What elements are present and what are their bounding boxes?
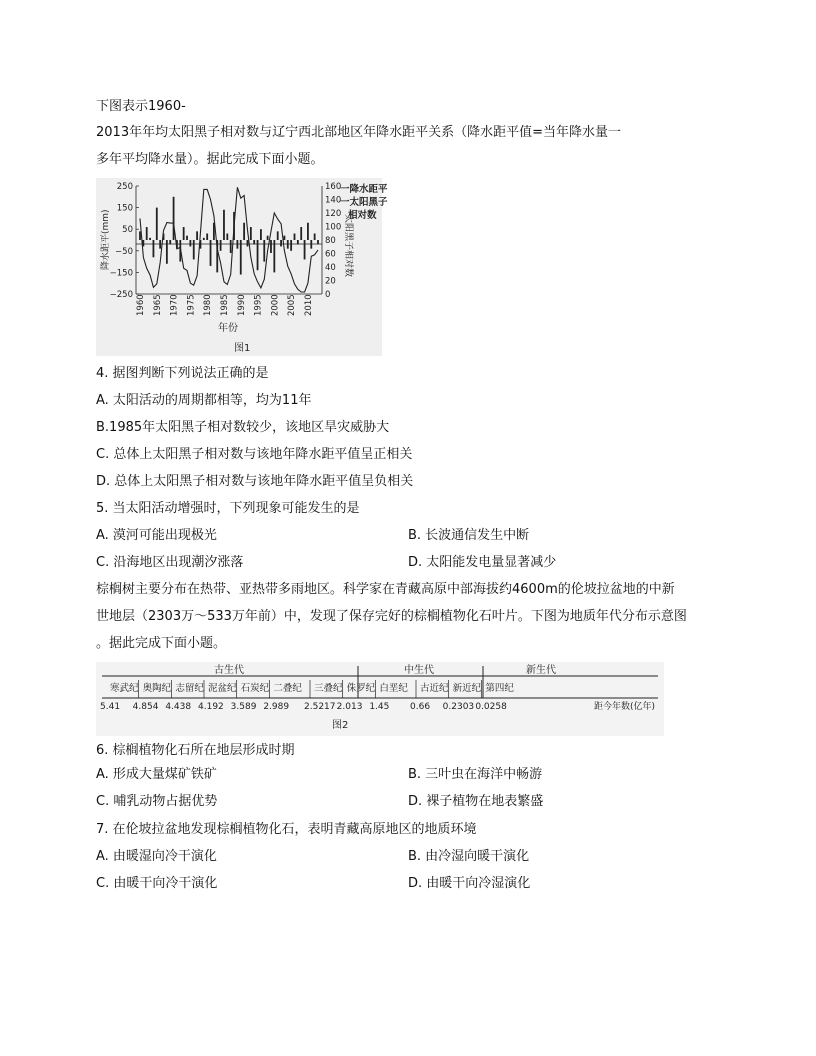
precip-bar: [277, 231, 279, 240]
era-mesozoic: 中生代: [404, 665, 434, 676]
q7-option-d[interactable]: D. 由暖干向冷湿演化: [408, 876, 531, 891]
age-label: 0.0258: [475, 702, 507, 712]
q5-option-d[interactable]: D. 太阳能发电量显著减少: [408, 555, 557, 570]
x-tick-label: 2000: [270, 294, 281, 316]
q6-option-c[interactable]: C. 哺乳动物占据优势: [96, 794, 218, 809]
precip-bar: [294, 234, 296, 240]
precip-bar: [267, 236, 269, 240]
period-label: 石炭纪: [240, 683, 270, 694]
x-tick-label: 2005: [287, 294, 298, 316]
x-tick-label: 1990: [236, 294, 247, 316]
q4-option-d[interactable]: D. 总体上太阳黑子相对数与该地年降水距平值呈负相关: [96, 474, 414, 489]
precip-bar: [314, 234, 316, 240]
y-right-label: 太阳黑子相对数: [343, 214, 353, 278]
right-tick-label: 0: [325, 290, 331, 300]
precip-bar: [206, 234, 208, 240]
q4-stem: 4. 据图判断下列说法正确的是: [96, 366, 269, 381]
right-tick-label: 120: [325, 209, 342, 219]
legend-sunspot-2: 相对数: [348, 210, 377, 221]
sunspot-line: [140, 187, 318, 292]
intro2-line1: 棕榈树主要分布在热带、亚热带多雨地区。科学家在青藏高原中部海拔约4600m的伦坡拉盆地的中新: [96, 582, 675, 597]
precip-bar: [183, 227, 185, 240]
y-left-label: 降水距平(mm): [101, 209, 111, 270]
precip-bar: [284, 236, 286, 240]
precip-bar: [226, 234, 228, 240]
precip-bar: [173, 197, 175, 240]
intro1-line1: 下图表示1960-: [96, 99, 186, 114]
legend-sunspot-1: 一太阳黑子: [340, 197, 388, 208]
precip-bar: [193, 240, 195, 259]
period-label: 第四纪: [485, 683, 514, 694]
precip-bar: [300, 227, 302, 240]
age-label: 5.41: [100, 702, 121, 712]
precip-bar: [196, 231, 198, 240]
precip-bar: [270, 240, 272, 253]
x-tick-label: 2010: [303, 294, 314, 316]
age-label: 0.66: [410, 702, 431, 712]
precip-bar: [230, 240, 232, 253]
figure2-svg: [96, 662, 664, 736]
left-tick-label: −50: [115, 246, 133, 257]
legend-precip: 一降水距平: [340, 184, 388, 195]
q5-option-b[interactable]: B. 长波通信发生中断: [408, 528, 530, 543]
precip-bar: [153, 240, 155, 257]
left-tick-label: −250: [109, 290, 133, 300]
precip-bar: [220, 240, 222, 251]
precip-bar: [280, 240, 282, 246]
q6-option-d[interactable]: D. 裸子植物在地表繁盛: [408, 794, 544, 809]
period-label: 侏罗纪: [346, 683, 376, 694]
q6-stem: 6. 棕榈植物化石所在地层形成时期: [96, 743, 295, 758]
x-tick-label: 1970: [169, 294, 180, 316]
intro2-line2: 世地层（2303万～533万年前）中，发现了保存完好的棕榈植物化石叶片。下图为地质年代分布示意图: [96, 609, 687, 624]
x-tick-label: 1995: [253, 294, 264, 316]
figure1-caption: 图1: [234, 343, 251, 354]
age-label: 2.5217: [304, 702, 336, 712]
left-tick-label: 50: [122, 225, 133, 236]
x-tick-label: 1965: [152, 294, 163, 316]
precip-bar: [146, 227, 148, 240]
right-tick-label: 140: [325, 195, 342, 206]
q6-option-a[interactable]: A. 形成大量煤矿铁矿: [96, 767, 217, 782]
x-tick-label: 1980: [203, 294, 214, 316]
x-tick-label: 1975: [186, 294, 197, 316]
precip-bar: [189, 240, 191, 246]
period-label: 二叠纪: [273, 683, 302, 694]
q5-option-a[interactable]: A. 漠河可能出现极光: [96, 528, 217, 543]
age-label: 1.45: [369, 702, 390, 712]
right-tick-label: 160: [325, 182, 342, 192]
precip-bar: [139, 231, 141, 240]
age-label: 4.438: [165, 702, 192, 712]
period-label: 新近纪: [452, 683, 482, 694]
precip-bar: [257, 240, 259, 270]
precip-bar: [247, 240, 249, 246]
era-paleozoic: 古生代: [214, 665, 244, 676]
period-label: 泥盆纪: [208, 683, 237, 694]
precip-bar: [273, 240, 275, 272]
x-tick-label: 1960: [136, 294, 146, 316]
age-label: 4.854: [132, 702, 159, 712]
right-tick-label: 100: [325, 222, 342, 233]
era-cenozoic: 新生代: [526, 665, 556, 676]
precip-bar: [304, 240, 306, 259]
period-label: 白垩纪: [379, 683, 408, 694]
figure1-svg: [96, 178, 388, 356]
precip-bar: [186, 236, 188, 240]
q7-option-b[interactable]: B. 由冷湿向暖干演化: [408, 849, 530, 864]
age-label: 3.589: [230, 702, 257, 712]
precip-bar: [263, 240, 265, 262]
precip-bar: [260, 229, 262, 240]
age-label: 2.989: [263, 702, 290, 712]
period-label: 奥陶纪: [142, 683, 172, 694]
age-axis-label: 距今年数(亿年): [594, 702, 656, 712]
left-tick-label: 250: [116, 182, 133, 192]
intro1-line3: 多年平均降水量）。据此完成下面小题。: [96, 152, 324, 167]
precip-bar: [203, 238, 205, 240]
precip-bar: [156, 208, 158, 240]
q4-option-a[interactable]: A. 太阳活动的周期都相等，均为11年: [96, 393, 312, 408]
q4-option-c[interactable]: C. 总体上太阳黑子相对数与该地年降水距平值呈正相关: [96, 447, 413, 462]
figure2-timeline: [96, 662, 664, 736]
left-tick-label: 150: [116, 203, 133, 214]
figure2-caption: 图2: [332, 720, 349, 731]
precip-bar: [307, 223, 309, 240]
q5-option-c[interactable]: C. 沿海地区出现潮汐涨落: [96, 555, 244, 570]
precip-bar: [166, 240, 168, 264]
right-tick-label: 40: [325, 263, 336, 273]
period-label: 志留纪: [175, 683, 204, 694]
period-label: 寒武纪: [110, 683, 139, 694]
right-tick-label: 60: [325, 249, 336, 260]
q7-option-a[interactable]: A. 由暖湿向冷干演化: [96, 849, 217, 864]
precip-bar: [223, 210, 225, 240]
period-label: 古近纪: [420, 683, 449, 694]
period-label: 三叠纪: [314, 683, 343, 694]
precip-bar: [149, 238, 151, 240]
q5-stem: 5. 当太阳活动增强时，下列现象可能发生的是: [96, 501, 360, 516]
q4-option-b[interactable]: B.1985年太阳黑子相对数较少，该地区旱灾威胁大: [96, 420, 390, 435]
age-label: 2.013: [336, 702, 363, 712]
x-tick-label: 1985: [219, 294, 230, 316]
q7-stem: 7. 在伦坡拉盆地发现棕榈植物化石，表明青藏高原地区的地质环境: [96, 822, 477, 837]
q7-option-c[interactable]: C. 由暖干向冷干演化: [96, 876, 218, 891]
precip-bar: [240, 240, 242, 275]
precip-bar: [243, 223, 245, 240]
x-axis-label: 年份: [218, 323, 238, 334]
figure1-chart: [96, 178, 388, 356]
precip-bar: [250, 227, 252, 240]
intro2-line3: 。据此完成下面小题。: [96, 636, 227, 651]
intro1-line2: 2013年年均太阳黑子相对数与辽宁西北部地区年降水距平关系（降水距平值=当年降水量一: [96, 125, 621, 140]
left-tick-label: −150: [109, 268, 133, 279]
right-tick-label: 80: [325, 236, 336, 246]
q6-option-b[interactable]: B. 三叶虫在海洋中畅游: [408, 767, 543, 782]
precip-bar: [290, 240, 292, 251]
age-label: 4.192: [198, 702, 224, 712]
age-label: 0.2303: [442, 702, 475, 712]
right-tick-label: 20: [325, 276, 336, 287]
